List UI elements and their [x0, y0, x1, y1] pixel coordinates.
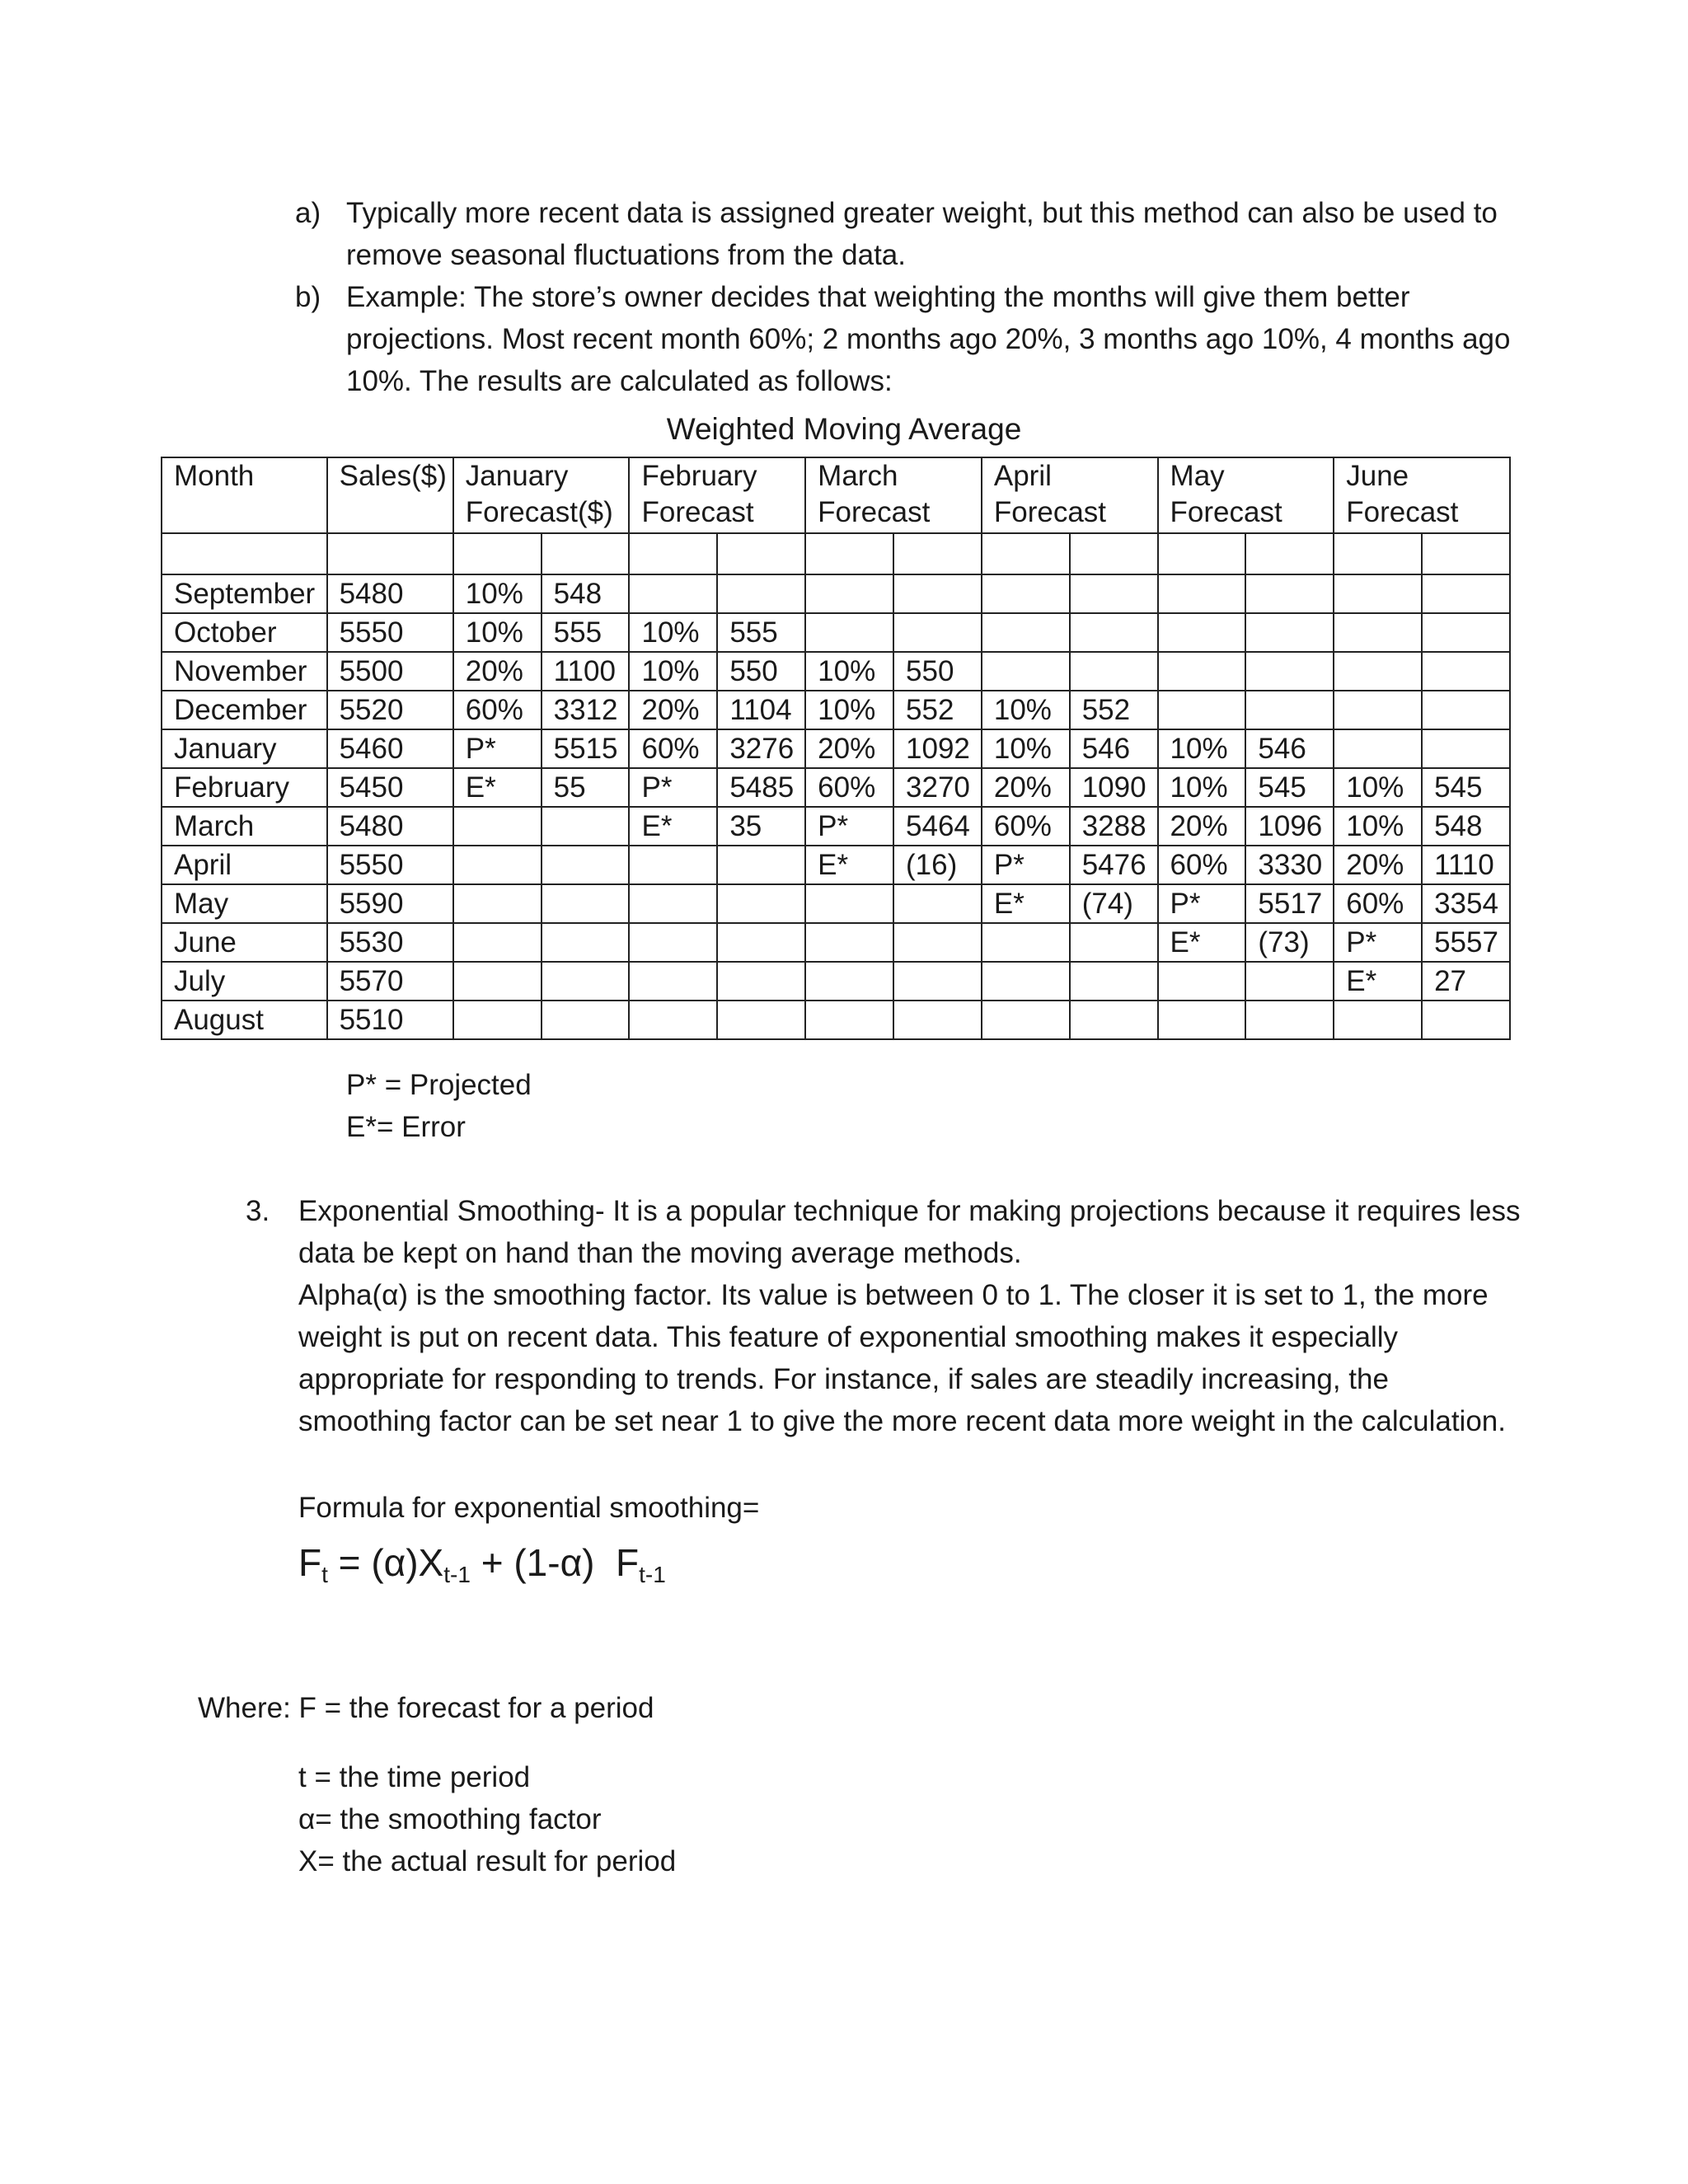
- value-cell: 3276: [717, 729, 805, 768]
- sales-cell: 5510: [327, 1001, 453, 1039]
- weight-cell: 60%: [1158, 846, 1246, 884]
- value-cell: [1245, 691, 1334, 729]
- weight-cell: [1158, 533, 1246, 574]
- weight-cell: [453, 807, 542, 846]
- section-3-line-2: data be kept on hand than the moving average methods.: [298, 1237, 1022, 1269]
- weight-cell: 60%: [629, 729, 717, 768]
- weight-cell: 10%: [1158, 729, 1246, 768]
- value-cell: [717, 1001, 805, 1039]
- weight-cell: [982, 574, 1070, 613]
- value-cell: [1070, 652, 1158, 691]
- table-row: [162, 1001, 1510, 1039]
- weight-cell: 60%: [805, 768, 893, 807]
- value-cell: 546: [1070, 729, 1158, 768]
- value-cell: 3354: [1422, 884, 1510, 923]
- weight-cell: 10%: [629, 652, 717, 691]
- item-b-marker: b): [295, 281, 321, 313]
- month-cell: September: [162, 574, 327, 613]
- weight-cell: 10%: [629, 613, 717, 652]
- weight-cell: P*: [629, 768, 717, 807]
- weight-cell: [453, 962, 542, 1001]
- sales-cell: 5450: [327, 768, 453, 807]
- weight-cell: [1158, 962, 1246, 1001]
- table-row: [162, 884, 1510, 923]
- weight-cell: 10%: [805, 652, 893, 691]
- value-cell: 1104: [717, 691, 805, 729]
- value-cell: [1422, 1001, 1510, 1039]
- weight-cell: [1334, 613, 1422, 652]
- month-cell: May: [162, 884, 327, 923]
- weight-cell: [453, 884, 542, 923]
- weight-cell: 20%: [629, 691, 717, 729]
- month-cell: June: [162, 923, 327, 962]
- value-cell: [542, 1001, 630, 1039]
- table-header-row: [162, 457, 1510, 533]
- value-cell: [1070, 962, 1158, 1001]
- table-row: [162, 807, 1510, 846]
- weight-cell: [805, 884, 893, 923]
- section-3-line-4: weight is put on recent data. This feature of exponential smoothing makes it especially: [298, 1321, 1398, 1353]
- month-cell: [162, 533, 327, 574]
- sales-cell: 5500: [327, 652, 453, 691]
- section-3-line-5: appropriate for responding to trends. For instance, if sales are steadily increasing, the: [298, 1363, 1389, 1395]
- header-march-forecast: March Forecast: [805, 457, 982, 533]
- weight-cell: [1158, 652, 1246, 691]
- weight-cell: [1158, 691, 1246, 729]
- sales-cell: 5480: [327, 574, 453, 613]
- value-cell: (16): [893, 846, 982, 884]
- item-b-line-1: Example: The store’s owner decides that weighting the months will give them better: [346, 281, 1410, 313]
- header-june-forecast: June Forecast: [1334, 457, 1510, 533]
- value-cell: 1092: [893, 729, 982, 768]
- weight-cell: 10%: [982, 691, 1070, 729]
- weight-cell: [982, 533, 1070, 574]
- month-cell: December: [162, 691, 327, 729]
- month-cell: August: [162, 1001, 327, 1039]
- value-cell: [717, 574, 805, 613]
- weight-cell: 10%: [1158, 768, 1246, 807]
- value-cell: 3270: [893, 768, 982, 807]
- weight-cell: P*: [982, 846, 1070, 884]
- section-3-line-3: Alpha(α) is the smoothing factor. Its value is between 0 to 1. The closer it is set to 1, the more: [298, 1279, 1489, 1311]
- month-cell: July: [162, 962, 327, 1001]
- value-cell: 3330: [1245, 846, 1334, 884]
- value-cell: 3288: [1070, 807, 1158, 846]
- value-cell: [542, 923, 630, 962]
- table-title: Weighted Moving Average: [666, 412, 1022, 446]
- value-cell: [1245, 613, 1334, 652]
- value-cell: 548: [1422, 807, 1510, 846]
- value-cell: 552: [893, 691, 982, 729]
- weight-cell: [1158, 613, 1246, 652]
- value-cell: [717, 962, 805, 1001]
- value-cell: [1245, 652, 1334, 691]
- exponential-smoothing-formula: $F_t = (\alpha)X_{t-1} + (1-\alpha)$ $F_{t-1}$: [298, 1541, 666, 1587]
- value-cell: [1070, 923, 1158, 962]
- table-row: [162, 613, 1510, 652]
- value-cell: [542, 884, 630, 923]
- weighted-moving-average-table: [161, 457, 1511, 1040]
- month-cell: January: [162, 729, 327, 768]
- weight-cell: 10%: [805, 691, 893, 729]
- weight-cell: 60%: [1334, 884, 1422, 923]
- legend-error: E*= Error: [346, 1111, 466, 1143]
- value-cell: 3312: [542, 691, 630, 729]
- weight-cell: [629, 533, 717, 574]
- table-row: [162, 768, 1510, 807]
- value-cell: [893, 533, 982, 574]
- table-row: [162, 923, 1510, 962]
- weight-cell: [629, 574, 717, 613]
- weight-cell: 10%: [453, 613, 542, 652]
- value-cell: [542, 533, 630, 574]
- table-row: [162, 729, 1510, 768]
- table-row: [162, 574, 1510, 613]
- value-cell: [893, 613, 982, 652]
- weight-cell: 10%: [982, 729, 1070, 768]
- weight-cell: [1334, 1001, 1422, 1039]
- weight-cell: E*: [805, 846, 893, 884]
- weight-cell: 60%: [982, 807, 1070, 846]
- month-cell: April: [162, 846, 327, 884]
- value-cell: [1245, 962, 1334, 1001]
- weight-cell: E*: [629, 807, 717, 846]
- weight-cell: [629, 923, 717, 962]
- sales-cell: 5550: [327, 613, 453, 652]
- weight-cell: [982, 613, 1070, 652]
- value-cell: 550: [717, 652, 805, 691]
- weight-cell: E*: [453, 768, 542, 807]
- header-april-forecast: April Forecast: [982, 457, 1158, 533]
- weight-cell: 20%: [982, 768, 1070, 807]
- value-cell: 552: [1070, 691, 1158, 729]
- value-cell: 1096: [1245, 807, 1334, 846]
- value-cell: 55: [542, 768, 630, 807]
- table-row: [162, 962, 1510, 1001]
- header-sales: Sales($): [327, 457, 453, 533]
- sales-cell: 5480: [327, 807, 453, 846]
- value-cell: [893, 1001, 982, 1039]
- weight-cell: [805, 533, 893, 574]
- value-cell: (73): [1245, 923, 1334, 962]
- weight-cell: P*: [453, 729, 542, 768]
- weight-cell: [629, 962, 717, 1001]
- value-cell: [1422, 533, 1510, 574]
- value-cell: 5476: [1070, 846, 1158, 884]
- weight-cell: [982, 923, 1070, 962]
- table-row: [162, 652, 1510, 691]
- value-cell: 5464: [893, 807, 982, 846]
- value-cell: 1110: [1422, 846, 1510, 884]
- value-cell: 546: [1245, 729, 1334, 768]
- sales-cell: 5520: [327, 691, 453, 729]
- weight-cell: [1334, 652, 1422, 691]
- value-cell: [1070, 1001, 1158, 1039]
- value-cell: 545: [1422, 768, 1510, 807]
- weight-cell: [629, 1001, 717, 1039]
- value-cell: [542, 846, 630, 884]
- month-cell: March: [162, 807, 327, 846]
- value-cell: [1422, 652, 1510, 691]
- weight-cell: [805, 574, 893, 613]
- table-row: [162, 846, 1510, 884]
- value-cell: 555: [542, 613, 630, 652]
- value-cell: [1245, 1001, 1334, 1039]
- sales-cell: 5460: [327, 729, 453, 768]
- item-a-line-1: Typically more recent data is assigned greater weight, but this method can also be used to: [346, 197, 1498, 229]
- value-cell: 548: [542, 574, 630, 613]
- value-cell: 5517: [1245, 884, 1334, 923]
- value-cell: [893, 574, 982, 613]
- value-cell: 35: [717, 807, 805, 846]
- value-cell: [542, 807, 630, 846]
- month-cell: February: [162, 768, 327, 807]
- value-cell: [1070, 574, 1158, 613]
- header-february-forecast: February Forecast: [629, 457, 805, 533]
- weight-cell: P*: [1158, 884, 1246, 923]
- weight-cell: [982, 962, 1070, 1001]
- weight-cell: [1158, 574, 1246, 613]
- weight-cell: E*: [982, 884, 1070, 923]
- weight-cell: P*: [805, 807, 893, 846]
- value-cell: [717, 533, 805, 574]
- header-january-forecast: January Forecast($): [453, 457, 630, 533]
- value-cell: 550: [893, 652, 982, 691]
- header-month: Month: [162, 457, 327, 533]
- sales-cell: 5590: [327, 884, 453, 923]
- value-cell: [893, 884, 982, 923]
- weight-cell: P*: [1334, 923, 1422, 962]
- weight-cell: 20%: [1334, 846, 1422, 884]
- definition-smoothing-factor: α= the smoothing factor: [298, 1803, 602, 1835]
- weight-cell: [453, 1001, 542, 1039]
- value-cell: 1090: [1070, 768, 1158, 807]
- weight-cell: 20%: [453, 652, 542, 691]
- value-cell: 5485: [717, 768, 805, 807]
- weight-cell: E*: [1334, 962, 1422, 1001]
- weight-cell: [1334, 574, 1422, 613]
- section-3-marker: 3.: [246, 1195, 270, 1227]
- value-cell: [1422, 574, 1510, 613]
- value-cell: [1422, 729, 1510, 768]
- value-cell: [717, 923, 805, 962]
- value-cell: [717, 884, 805, 923]
- legend-projected: P* = Projected: [346, 1069, 532, 1101]
- value-cell: [717, 846, 805, 884]
- item-b-line-3: 10%. The results are calculated as follows:: [346, 365, 893, 397]
- value-cell: [893, 962, 982, 1001]
- value-cell: 545: [1245, 768, 1334, 807]
- month-cell: October: [162, 613, 327, 652]
- sales-cell: [327, 533, 453, 574]
- weight-cell: 10%: [1334, 768, 1422, 807]
- section-3-line-1: Exponential Smoothing- It is a popular technique for making projections because it requires less: [298, 1195, 1521, 1227]
- header-may-forecast: May Forecast: [1158, 457, 1334, 533]
- weight-cell: 10%: [1334, 807, 1422, 846]
- definition-actual-result: X= the actual result for period: [298, 1845, 677, 1877]
- weight-cell: [1334, 533, 1422, 574]
- value-cell: [542, 962, 630, 1001]
- weight-cell: [453, 533, 542, 574]
- formula-label: Formula for exponential smoothing=: [298, 1492, 760, 1524]
- weight-cell: [982, 652, 1070, 691]
- value-cell: [1070, 533, 1158, 574]
- value-cell: [893, 923, 982, 962]
- item-a-marker: a): [295, 197, 321, 229]
- section-3-line-6: smoothing factor can be set near 1 to give the more recent data more weight in the calculation.: [298, 1405, 1506, 1437]
- sales-cell: 5550: [327, 846, 453, 884]
- sales-cell: 5530: [327, 923, 453, 962]
- weight-cell: [1334, 729, 1422, 768]
- weight-cell: E*: [1158, 923, 1246, 962]
- item-b-line-2: projections. Most recent month 60%; 2 months ago 20%, 3 months ago 10%, 4 months ago: [346, 323, 1511, 355]
- weight-cell: [805, 613, 893, 652]
- value-cell: [1245, 574, 1334, 613]
- weight-cell: 60%: [453, 691, 542, 729]
- value-cell: 5557: [1422, 923, 1510, 962]
- weight-cell: 10%: [453, 574, 542, 613]
- weight-cell: [1334, 691, 1422, 729]
- weight-cell: [1158, 1001, 1246, 1039]
- item-a-line-2: remove seasonal fluctuations from the data.: [346, 239, 906, 271]
- definition-time-period: t = the time period: [298, 1761, 531, 1793]
- value-cell: [1422, 691, 1510, 729]
- table-row: [162, 691, 1510, 729]
- value-cell: [1070, 613, 1158, 652]
- month-cell: November: [162, 652, 327, 691]
- weight-cell: 20%: [805, 729, 893, 768]
- table-spacer-row: [162, 533, 1510, 574]
- weight-cell: [453, 923, 542, 962]
- value-cell: 555: [717, 613, 805, 652]
- weight-cell: [629, 884, 717, 923]
- weight-cell: [805, 962, 893, 1001]
- value-cell: 5515: [542, 729, 630, 768]
- value-cell: 1100: [542, 652, 630, 691]
- weight-cell: [805, 1001, 893, 1039]
- weight-cell: [629, 846, 717, 884]
- value-cell: [1422, 613, 1510, 652]
- sales-cell: 5570: [327, 962, 453, 1001]
- weight-cell: [982, 1001, 1070, 1039]
- value-cell: (74): [1070, 884, 1158, 923]
- value-cell: 27: [1422, 962, 1510, 1001]
- weight-cell: [453, 846, 542, 884]
- weight-cell: 20%: [1158, 807, 1246, 846]
- where-line: Where: F = the forecast for a period: [198, 1692, 654, 1724]
- value-cell: [1245, 533, 1334, 574]
- weight-cell: [805, 923, 893, 962]
